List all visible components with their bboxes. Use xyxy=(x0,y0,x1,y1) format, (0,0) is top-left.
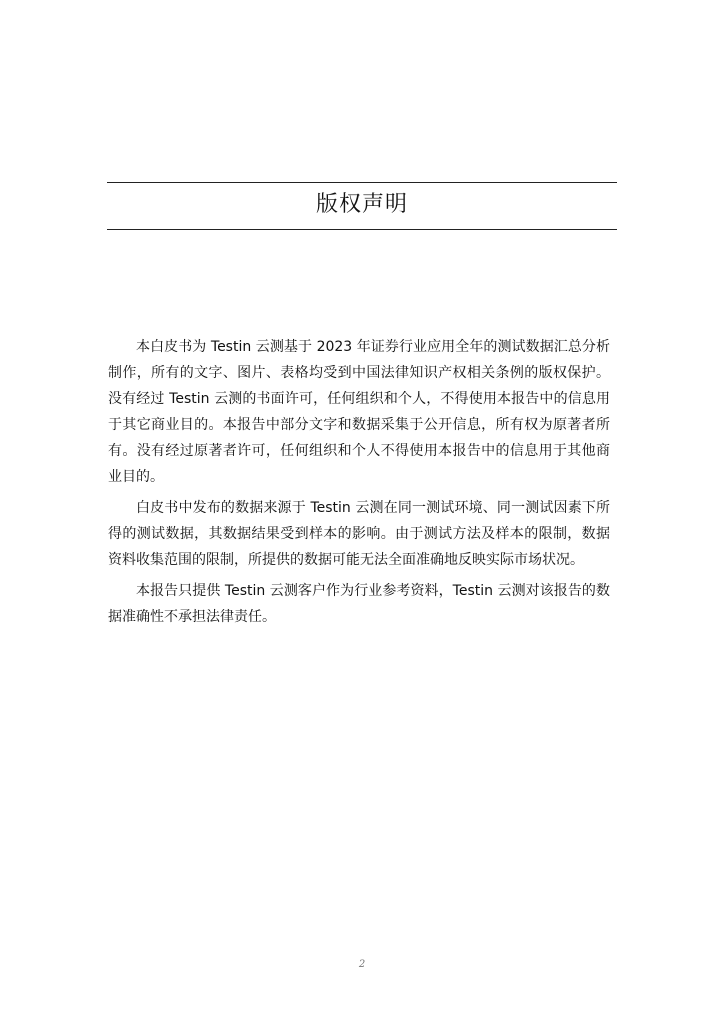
title-top-rule xyxy=(107,182,617,183)
paragraph-disclaimer: 本报告只提供 Testin 云测客户作为行业参考资料，Testin 云测对该报告的数据准确性不承担法律责任。 xyxy=(108,583,610,625)
paragraph-data-source: 白皮书中发布的数据来源于 Testin 云测在同一测试环境、同一测试因素下所得的测试数据，其数据结果受到样本的影响。由于测试方法及样本的限制，数据资料收集范围的限制，所提供的数据可能无法全面准确地反映实际市场状况。 xyxy=(108,500,610,568)
paragraph-copyright: 本白皮书为 Testin 云测基于 2023 年证券行业应用全年的测试数据汇总分析制作，所有的文字、图片、表格均受到中国法律知识产权相关条例的版权保护。没有经过 Testin 云测的书面许可，任何组织和个人，不得使用本报告中的信息用于其它商业目的。本报告中部分文字和数据采集于公开信息，所有权为原著者所有。没有经过原著者许可，任何组织和个人不得使用本报告中的信息用于其他商业目的。 xyxy=(108,339,610,485)
title-bottom-rule xyxy=(107,229,617,230)
page-number: 2 xyxy=(358,959,366,970)
page-title: 版权声明 xyxy=(315,192,408,217)
copyright-body xyxy=(108,334,610,635)
